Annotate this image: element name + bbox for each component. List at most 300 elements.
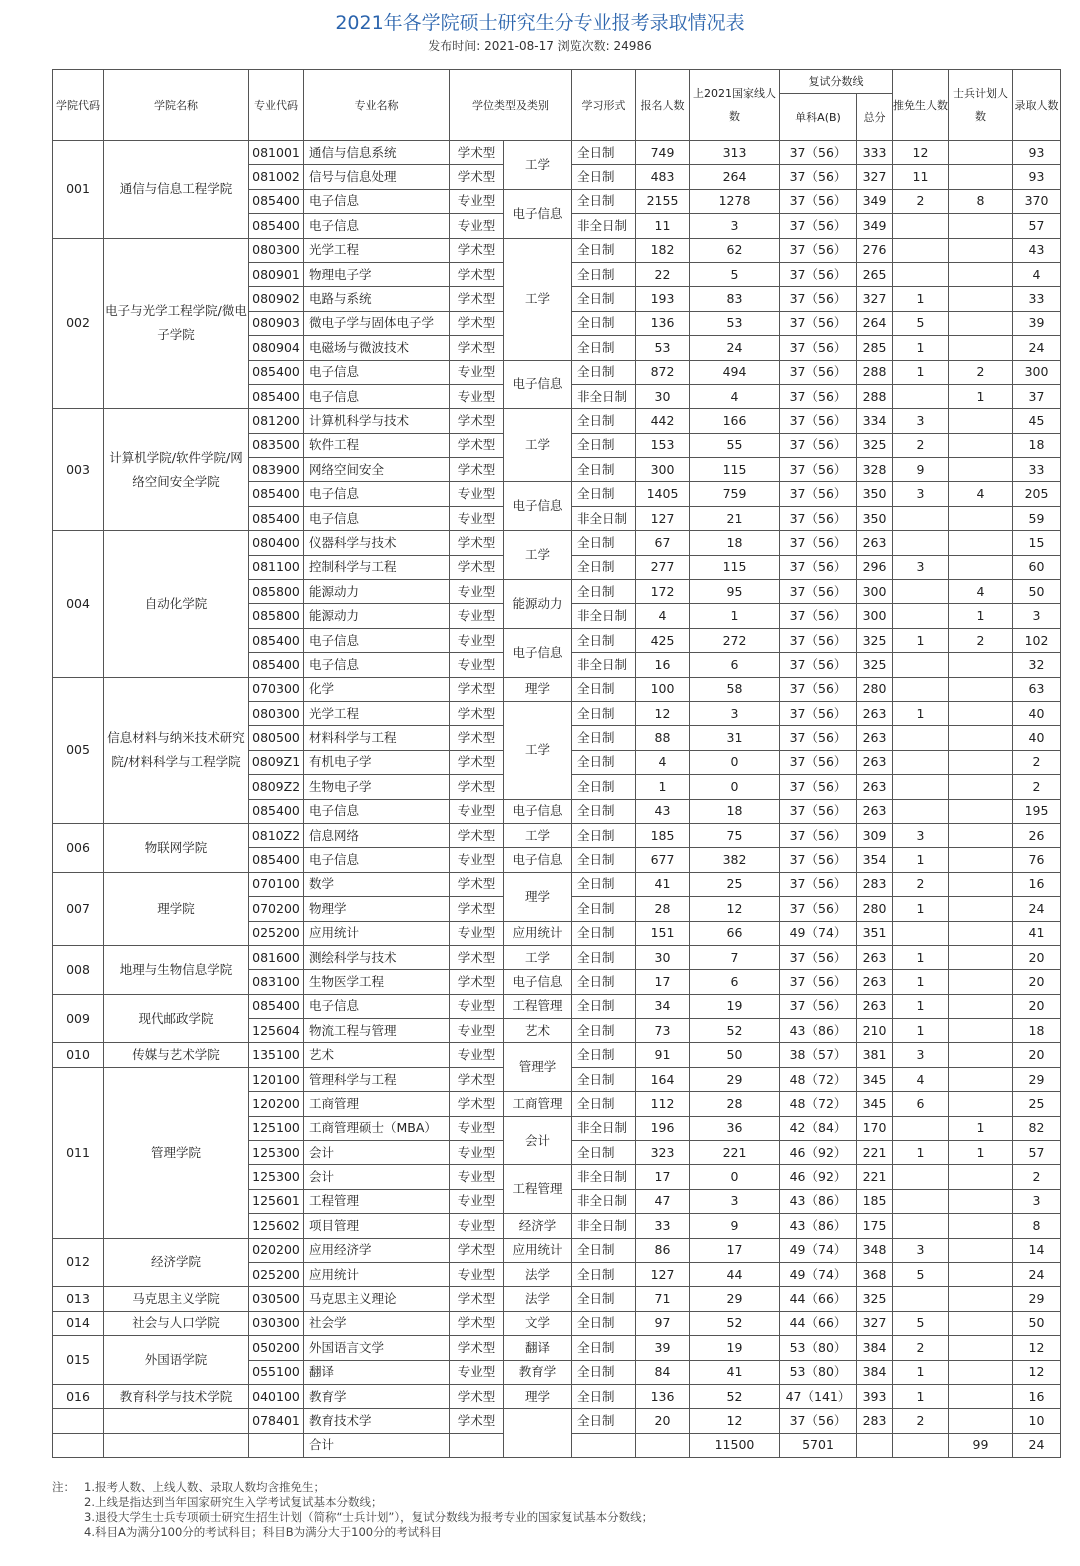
degree-category: 法学 — [504, 1262, 572, 1286]
study-mode: 全日制 — [572, 970, 636, 994]
college-name: 自动化学院 — [104, 531, 249, 677]
table-row — [53, 1238, 1061, 1262]
table-row — [53, 1287, 1061, 1311]
admitted-count: 205 — [1013, 482, 1061, 506]
above-line-count: 31 — [690, 726, 780, 750]
soldier-plan-count — [949, 1384, 1013, 1408]
soldier-plan-count: 2 — [949, 360, 1013, 384]
study-mode: 全日制 — [572, 458, 636, 482]
major-name: 电子信息 — [304, 653, 450, 677]
exempt-count: 1 — [893, 360, 949, 384]
major-code: 085800 — [249, 604, 304, 628]
retest-total-score: 263 — [857, 775, 893, 799]
admitted-count: 300 — [1013, 360, 1061, 384]
college-code — [53, 1409, 104, 1433]
major-name: 计算机科学与技术 — [304, 409, 450, 433]
retest-total-score: 393 — [857, 1384, 893, 1408]
major-name: 信号与信息处理 — [304, 165, 450, 189]
exempt-count: 3 — [893, 1043, 949, 1067]
study-mode: 全日制 — [572, 531, 636, 555]
retest-single-score: 37（56） — [780, 823, 857, 847]
admitted-count: 8 — [1013, 1214, 1061, 1238]
soldier-plan-count — [949, 994, 1013, 1018]
retest-total-score: 263 — [857, 701, 893, 725]
empty-cell — [104, 1433, 249, 1457]
degree-category: 工学 — [504, 823, 572, 847]
degree-category: 工程管理 — [504, 1165, 572, 1214]
major-code: 078401 — [249, 1409, 304, 1433]
college-name: 地理与生物信息学院 — [104, 945, 249, 994]
degree-type: 学术型 — [450, 823, 504, 847]
degree-type: 学术型 — [450, 238, 504, 262]
retest-single-score: 44（66） — [780, 1311, 857, 1335]
table-row — [53, 1043, 1061, 1067]
above-line-count: 29 — [690, 1067, 780, 1091]
major-code: 085400 — [249, 799, 304, 823]
applicants: 86 — [636, 1238, 690, 1262]
degree-type: 学术型 — [450, 1384, 504, 1408]
degree-type: 学术型 — [450, 750, 504, 774]
applicants: 196 — [636, 1116, 690, 1140]
college-name: 马克思主义学院 — [104, 1287, 249, 1311]
retest-single-score: 37（56） — [780, 628, 857, 652]
admitted-count: 93 — [1013, 141, 1061, 165]
college-code: 005 — [53, 677, 104, 823]
major-name: 软件工程 — [304, 433, 450, 457]
retest-single-score: 43（86） — [780, 1189, 857, 1213]
retest-single-score: 37（56） — [780, 555, 857, 579]
major-name: 会计 — [304, 1165, 450, 1189]
applicants: 151 — [636, 921, 690, 945]
retest-total-score: 283 — [857, 872, 893, 896]
exempt-count: 1 — [893, 287, 949, 311]
major-code: 055100 — [249, 1360, 304, 1384]
admitted-count: 2 — [1013, 1165, 1061, 1189]
admitted-count: 24 — [1013, 1262, 1061, 1286]
above-line-count: 9 — [690, 1214, 780, 1238]
above-line-count: 36 — [690, 1116, 780, 1140]
exempt-count — [893, 1214, 949, 1238]
major-name: 生物电子学 — [304, 775, 450, 799]
college-name — [104, 1409, 249, 1433]
retest-total-score: 327 — [857, 165, 893, 189]
degree-type: 专业型 — [450, 921, 504, 945]
college-code: 001 — [53, 141, 104, 239]
admitted-count: 370 — [1013, 189, 1061, 213]
exempt-count — [893, 726, 949, 750]
applicants: 677 — [636, 848, 690, 872]
major-name: 外国语言文学 — [304, 1336, 450, 1360]
degree-category: 法学 — [504, 1287, 572, 1311]
footnotes — [52, 1480, 1062, 1540]
college-code: 013 — [53, 1287, 104, 1311]
study-mode: 全日制 — [572, 262, 636, 286]
degree-category: 理学 — [504, 1384, 572, 1408]
table-row — [53, 872, 1061, 896]
admitted-count: 24 — [1013, 336, 1061, 360]
major-code: 083900 — [249, 458, 304, 482]
exempt-count: 5 — [893, 1311, 949, 1335]
college-code: 014 — [53, 1311, 104, 1335]
study-mode: 非全日制 — [572, 384, 636, 408]
retest-total-score: 354 — [857, 848, 893, 872]
retest-single-score: 42（84） — [780, 1116, 857, 1140]
major-name: 电子信息 — [304, 214, 450, 238]
soldier-plan-count — [949, 1165, 1013, 1189]
header-total-score: 总分 — [857, 94, 893, 141]
college-name: 通信与信息工程学院 — [104, 141, 249, 239]
retest-total-score: 351 — [857, 921, 893, 945]
major-code: 030500 — [249, 1287, 304, 1311]
degree-category: 工学 — [504, 238, 572, 360]
exempt-count: 3 — [893, 823, 949, 847]
retest-single-score: 37（56） — [780, 994, 857, 1018]
above-line-count: 4 — [690, 384, 780, 408]
degree-type: 学术型 — [450, 458, 504, 482]
retest-total-score: 300 — [857, 604, 893, 628]
major-code: 085800 — [249, 580, 304, 604]
header-college-name: 学院名称 — [104, 70, 249, 141]
exempt-count: 2 — [893, 1409, 949, 1433]
soldier-plan-count — [949, 336, 1013, 360]
applicants: 100 — [636, 677, 690, 701]
retest-single-score: 37（56） — [780, 580, 857, 604]
degree-type: 学术型 — [450, 726, 504, 750]
admitted-count: 3 — [1013, 1189, 1061, 1213]
study-mode: 全日制 — [572, 336, 636, 360]
above-line-count: 1 — [690, 604, 780, 628]
major-name: 有机电子学 — [304, 750, 450, 774]
admitted-count: 26 — [1013, 823, 1061, 847]
degree-category: 工学 — [504, 409, 572, 482]
soldier-plan-count — [949, 1067, 1013, 1091]
above-line-count: 17 — [690, 1238, 780, 1262]
exempt-count: 1 — [893, 970, 949, 994]
degree-type: 学术型 — [450, 775, 504, 799]
major-code: 085400 — [249, 482, 304, 506]
above-line-count: 19 — [690, 994, 780, 1018]
admitted-count: 39 — [1013, 311, 1061, 335]
major-name: 翻译 — [304, 1360, 450, 1384]
college-code: 011 — [53, 1067, 104, 1238]
retest-single-score: 53（80） — [780, 1336, 857, 1360]
study-mode: 全日制 — [572, 1262, 636, 1286]
exempt-count: 1 — [893, 1384, 949, 1408]
exempt-count: 2 — [893, 1336, 949, 1360]
major-name: 电子信息 — [304, 994, 450, 1018]
major-name: 应用统计 — [304, 1262, 450, 1286]
admitted-count: 20 — [1013, 945, 1061, 969]
empty-cell — [450, 1433, 504, 1457]
applicants: 182 — [636, 238, 690, 262]
soldier-plan-count — [949, 970, 1013, 994]
admitted-count: 20 — [1013, 1043, 1061, 1067]
major-code: 085400 — [249, 653, 304, 677]
study-mode: 全日制 — [572, 360, 636, 384]
retest-total-score: 325 — [857, 653, 893, 677]
above-line-count: 18 — [690, 531, 780, 555]
major-name: 控制科学与工程 — [304, 555, 450, 579]
publish-meta: 发布时间: 2021-08-17 浏览次数: 24986 — [428, 39, 652, 53]
major-code: 050200 — [249, 1336, 304, 1360]
degree-category: 文学 — [504, 1311, 572, 1335]
college-name: 信息材料与纳米技术研究院/材料科学与工程学院 — [104, 677, 249, 823]
college-code: 008 — [53, 945, 104, 994]
study-mode: 全日制 — [572, 799, 636, 823]
soldier-plan-count — [949, 1262, 1013, 1286]
degree-category: 电子信息 — [504, 189, 572, 238]
major-code: 081001 — [249, 141, 304, 165]
applicants: 17 — [636, 1165, 690, 1189]
degree-type: 专业型 — [450, 994, 504, 1018]
study-mode: 全日制 — [572, 287, 636, 311]
soldier-plan-count — [949, 1043, 1013, 1067]
major-code: 120100 — [249, 1067, 304, 1091]
degree-category: 理学 — [504, 872, 572, 921]
retest-total-score: 263 — [857, 994, 893, 1018]
major-code: 085400 — [249, 384, 304, 408]
study-mode: 全日制 — [572, 921, 636, 945]
header-applicants: 报名人数 — [636, 70, 690, 141]
study-mode: 全日制 — [572, 775, 636, 799]
retest-total-score: 175 — [857, 1214, 893, 1238]
study-mode: 全日制 — [572, 945, 636, 969]
admitted-count: 102 — [1013, 628, 1061, 652]
empty-cell — [249, 1433, 304, 1457]
retest-total-score: 333 — [857, 141, 893, 165]
exempt-count: 5 — [893, 311, 949, 335]
empty-cell — [572, 1433, 636, 1457]
above-line-count: 5 — [690, 262, 780, 286]
major-name: 生物医学工程 — [304, 970, 450, 994]
page-title: 2021年各学院硕士研究生分专业报考录取情况表 — [335, 12, 745, 34]
retest-total-score: 221 — [857, 1165, 893, 1189]
retest-single-score: 37（56） — [780, 701, 857, 725]
above-line-count: 25 — [690, 872, 780, 896]
degree-type: 学术型 — [450, 262, 504, 286]
applicants: 172 — [636, 580, 690, 604]
soldier-plan-count: 4 — [949, 580, 1013, 604]
major-code: 080400 — [249, 531, 304, 555]
study-mode: 全日制 — [572, 409, 636, 433]
table-body — [53, 141, 1061, 1458]
degree-type: 学术型 — [450, 336, 504, 360]
degree-type: 专业型 — [450, 653, 504, 677]
soldier-plan-count — [949, 1409, 1013, 1433]
exempt-count: 1 — [893, 994, 949, 1018]
above-line-count: 3 — [690, 214, 780, 238]
soldier-plan-count — [949, 1287, 1013, 1311]
above-line-count: 28 — [690, 1092, 780, 1116]
retest-single-score: 37（56） — [780, 287, 857, 311]
major-name: 电路与系统 — [304, 287, 450, 311]
admitted-count: 33 — [1013, 458, 1061, 482]
admitted-count: 29 — [1013, 1287, 1061, 1311]
table-row — [53, 994, 1061, 1018]
above-line-count: 21 — [690, 506, 780, 530]
retest-single-score: 37（56） — [780, 897, 857, 921]
major-code: 083100 — [249, 970, 304, 994]
admitted-count: 2 — [1013, 775, 1061, 799]
retest-single-score: 46（92） — [780, 1141, 857, 1165]
applicants: 300 — [636, 458, 690, 482]
retest-total-score: 325 — [857, 433, 893, 457]
applicants: 164 — [636, 1067, 690, 1091]
degree-category: 工学 — [504, 701, 572, 799]
retest-single-score: 37（56） — [780, 360, 857, 384]
retest-single-score: 37（56） — [780, 384, 857, 408]
major-name: 材料科学与工程 — [304, 726, 450, 750]
major-code: 020200 — [249, 1238, 304, 1262]
degree-type: 专业型 — [450, 848, 504, 872]
admitted-count: 93 — [1013, 165, 1061, 189]
degree-type: 专业型 — [450, 1262, 504, 1286]
college-name: 外国语学院 — [104, 1336, 249, 1385]
footnote-3: 3.退役大学生士兵专项硕士研究生招生计划（简称“士兵计划”），复试分数线为报考专业的国家复试基本分数线； — [84, 1510, 654, 1524]
admitted-count: 3 — [1013, 604, 1061, 628]
retest-single-score: 46（92） — [780, 1165, 857, 1189]
degree-category: 管理学 — [504, 1043, 572, 1092]
degree-category: 电子信息 — [504, 799, 572, 823]
exempt-count — [893, 750, 949, 774]
exempt-count — [893, 1165, 949, 1189]
above-line-count: 759 — [690, 482, 780, 506]
applicants: 22 — [636, 262, 690, 286]
major-code: 135100 — [249, 1043, 304, 1067]
retest-total-score: 288 — [857, 360, 893, 384]
above-line-count: 272 — [690, 628, 780, 652]
applicants: 43 — [636, 799, 690, 823]
applicants: 2155 — [636, 189, 690, 213]
applicants: 127 — [636, 506, 690, 530]
study-mode: 全日制 — [572, 1043, 636, 1067]
retest-single-score: 37（56） — [780, 677, 857, 701]
study-mode: 全日制 — [572, 1409, 636, 1433]
above-line-count: 52 — [690, 1384, 780, 1408]
soldier-plan-count — [949, 409, 1013, 433]
empty-cell — [857, 1433, 893, 1457]
exempt-count — [893, 384, 949, 408]
degree-type: 学术型 — [450, 555, 504, 579]
degree-type: 学术型 — [450, 701, 504, 725]
major-code: 081100 — [249, 555, 304, 579]
above-line-count: 12 — [690, 1409, 780, 1433]
applicants: 136 — [636, 1384, 690, 1408]
soldier-plan-count — [949, 897, 1013, 921]
retest-single-score: 37（56） — [780, 482, 857, 506]
above-line-count: 44 — [690, 1262, 780, 1286]
retest-total-score: 288 — [857, 384, 893, 408]
exempt-count — [893, 775, 949, 799]
table-row — [53, 1409, 1061, 1433]
degree-type: 专业型 — [450, 384, 504, 408]
admitted-count: 57 — [1013, 214, 1061, 238]
exempt-count: 1 — [893, 1141, 949, 1165]
degree-category: 经济学 — [504, 1214, 572, 1238]
admitted-count: 2 — [1013, 750, 1061, 774]
retest-single-score: 49（74） — [780, 1238, 857, 1262]
admitted-count: 18 — [1013, 433, 1061, 457]
above-line-count: 18 — [690, 799, 780, 823]
retest-single-score: 37（56） — [780, 506, 857, 530]
exempt-count — [893, 921, 949, 945]
exempt-count — [893, 1116, 949, 1140]
applicants: 28 — [636, 897, 690, 921]
degree-category — [504, 1409, 572, 1458]
major-name: 化学 — [304, 677, 450, 701]
table-row — [53, 945, 1061, 969]
exempt-count — [893, 580, 949, 604]
study-mode: 全日制 — [572, 1141, 636, 1165]
major-name: 能源动力 — [304, 604, 450, 628]
degree-type: 学术型 — [450, 1336, 504, 1360]
study-mode: 全日制 — [572, 872, 636, 896]
major-name: 电子信息 — [304, 799, 450, 823]
exempt-count — [893, 1287, 949, 1311]
retest-single-score: 37（56） — [780, 458, 857, 482]
major-name: 工商管理 — [304, 1092, 450, 1116]
soldier-plan-count — [949, 555, 1013, 579]
major-name: 电子信息 — [304, 384, 450, 408]
major-code: 085400 — [249, 360, 304, 384]
exempt-count — [893, 214, 949, 238]
table-row — [53, 1384, 1061, 1408]
retest-total-score: 350 — [857, 482, 893, 506]
major-code: 125601 — [249, 1189, 304, 1213]
college-code: 010 — [53, 1043, 104, 1067]
retest-single-score: 37（56） — [780, 750, 857, 774]
retest-single-score: 49（74） — [780, 921, 857, 945]
retest-total-score: 328 — [857, 458, 893, 482]
degree-type: 学术型 — [450, 1067, 504, 1091]
soldier-plan-count — [949, 1189, 1013, 1213]
degree-category: 工学 — [504, 141, 572, 190]
study-mode: 非全日制 — [572, 1165, 636, 1189]
admitted-count: 59 — [1013, 506, 1061, 530]
major-code: 085400 — [249, 214, 304, 238]
study-mode: 全日制 — [572, 823, 636, 847]
degree-type: 学术型 — [450, 165, 504, 189]
retest-single-score: 43（86） — [780, 1214, 857, 1238]
soldier-plan-count — [949, 775, 1013, 799]
retest-total-score: 384 — [857, 1336, 893, 1360]
soldier-plan-count: 1 — [949, 384, 1013, 408]
major-code: 083500 — [249, 433, 304, 457]
admitted-count: 40 — [1013, 701, 1061, 725]
soldier-plan-count — [949, 141, 1013, 165]
retest-total-score: 345 — [857, 1092, 893, 1116]
degree-type: 专业型 — [450, 1214, 504, 1238]
retest-total-score: 296 — [857, 555, 893, 579]
study-mode: 全日制 — [572, 433, 636, 457]
applicants: 73 — [636, 1019, 690, 1043]
major-code: 080904 — [249, 336, 304, 360]
study-mode: 非全日制 — [572, 1116, 636, 1140]
admitted-count: 4 — [1013, 262, 1061, 286]
exempt-count: 9 — [893, 458, 949, 482]
soldier-plan-count — [949, 726, 1013, 750]
total-applicants: 11500 — [690, 1433, 780, 1457]
exempt-count — [893, 238, 949, 262]
degree-type: 专业型 — [450, 604, 504, 628]
total-above-line: 5701 — [780, 1433, 857, 1457]
study-mode: 非全日制 — [572, 506, 636, 530]
study-mode: 全日制 — [572, 1019, 636, 1043]
degree-type: 学术型 — [450, 677, 504, 701]
study-mode: 全日制 — [572, 1384, 636, 1408]
exempt-count — [893, 653, 949, 677]
exempt-count: 12 — [893, 141, 949, 165]
